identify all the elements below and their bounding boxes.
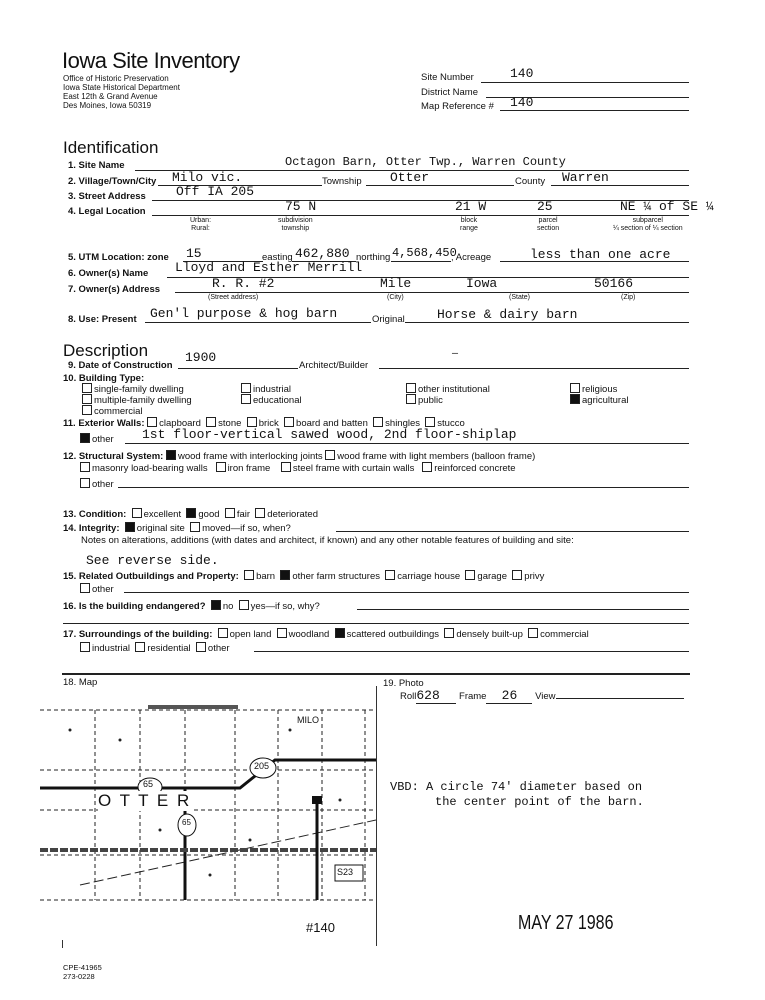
option-label: other farm structures [292, 571, 380, 582]
sub-label: Rural: [191, 225, 210, 232]
walls-label: 11. Exterior Walls: [63, 418, 145, 429]
sub-label: parcel [538, 217, 558, 224]
sub-label: ¼ section of ¼ section [613, 225, 683, 232]
owner-address-label: 7. Owner(s) Address [68, 284, 161, 295]
bt-option-checked[interactable] [570, 394, 628, 406]
county-value[interactable]: Warren [562, 170, 609, 185]
acreage-label: ; Acreage [451, 252, 492, 263]
road-s23-label: S23 [337, 867, 354, 877]
address-state-value[interactable]: Iowa [466, 276, 498, 291]
option-label: other [92, 584, 114, 595]
checkbox[interactable] [196, 642, 206, 652]
view-value[interactable] [556, 698, 684, 699]
checkbox[interactable] [465, 570, 475, 580]
address-city-value[interactable]: Mile [380, 276, 412, 291]
option-label: yes—if so, why? [250, 601, 320, 612]
checkbox[interactable] [281, 462, 291, 472]
vbd-line-1: VBD: A circle 74' diameter based on [390, 780, 643, 794]
description-heading: Description [63, 341, 149, 360]
form-code: CPE-41965 [63, 963, 102, 972]
district-name-label: District Name [421, 87, 479, 98]
town-label: MILO [297, 715, 320, 725]
checkbox[interactable] [216, 462, 226, 472]
date-label: 9. Date of Construction [68, 360, 173, 371]
address-zip-value[interactable]: 50166 [594, 276, 634, 291]
easting-label: easting [262, 252, 293, 263]
option-label: wood frame with light members (balloon frame) [337, 451, 536, 462]
highway-205-label: 205 [254, 761, 270, 771]
option-label: wood frame with interlocking joints [177, 451, 323, 462]
condition-label: 13. Condition: [63, 509, 127, 520]
checkbox-checked[interactable] [125, 522, 135, 532]
date-value[interactable]: 1900 [185, 350, 217, 365]
checkbox[interactable] [528, 628, 538, 638]
option-label: iron frame [227, 463, 271, 474]
address-street-value[interactable]: R. R. #2 [212, 276, 275, 291]
checkbox[interactable] [206, 417, 216, 427]
bt-option[interactable] [82, 405, 143, 417]
option-label: industrial [253, 384, 292, 395]
option-label: industrial [92, 643, 131, 654]
checkbox[interactable] [241, 383, 251, 393]
checkbox[interactable] [82, 394, 92, 404]
checkbox[interactable] [406, 394, 416, 404]
form-title: Iowa Site Inventory [62, 48, 240, 73]
option-label: privy [524, 571, 545, 582]
township-map-label: O T T E R [98, 791, 192, 810]
checkbox[interactable] [82, 405, 92, 415]
integrity-label: 14. Integrity: [63, 523, 120, 534]
site-location-map [40, 700, 376, 920]
endangered-row [63, 600, 320, 612]
option-label: other [207, 643, 230, 654]
outbuildings-row [63, 570, 544, 582]
option-label: other [92, 434, 114, 445]
option-label: scattered outbuildings [346, 629, 440, 640]
legal-subparcel-value[interactable]: NE ¼ of SE ¼ [620, 199, 714, 214]
checkbox-checked[interactable] [211, 600, 221, 610]
office-line: Iowa State Historical Department [63, 83, 180, 92]
map-reference-label: Map Reference # [421, 101, 494, 112]
checkbox[interactable] [425, 417, 435, 427]
surroundings-row-2 [80, 642, 230, 654]
map-label: 18. Map [63, 677, 98, 688]
photo-label: 19. Photo [383, 678, 424, 689]
northing-value[interactable]: 4,568,450 [392, 246, 457, 260]
outbuildings-label: 15. Related Outbuildings and Property: [63, 571, 239, 582]
site-name-label: 1. Site Name [68, 160, 125, 171]
option-label: good [198, 509, 220, 520]
checkbox[interactable] [512, 570, 522, 580]
checkbox[interactable] [255, 508, 265, 518]
checkbox[interactable] [277, 628, 287, 638]
checkbox[interactable] [218, 628, 228, 638]
option-label: masonry load-bearing walls [92, 463, 208, 474]
architect-label: Architect/Builder [299, 360, 369, 371]
legal-township-value[interactable]: 75 N [285, 199, 317, 214]
checkbox[interactable] [190, 522, 200, 532]
legal-location-label: 4. Legal Location [68, 206, 146, 217]
sub-label: township [281, 225, 310, 232]
utm-label: 5. UTM Location: zone [68, 252, 169, 263]
identification-heading: Identification [63, 138, 159, 157]
checkbox[interactable] [284, 417, 294, 427]
option-label: commercial [94, 406, 143, 417]
date-received-stamp: MAY 27 1986 [518, 912, 614, 934]
option-label: board and batten [296, 418, 368, 429]
vbd-line-2: the center point of the barn. [435, 795, 644, 809]
owner-name-value[interactable]: Lloyd and Esther Merrill [175, 260, 363, 275]
option-label: excellent [143, 509, 182, 520]
checkbox-checked[interactable] [80, 433, 90, 443]
option-label: barn [256, 571, 276, 582]
structural-row [63, 450, 535, 462]
village-value[interactable]: Milo vic. [172, 170, 243, 185]
legal-range-value[interactable]: 21 W [455, 199, 487, 214]
notes-value[interactable]: See reverse side. [86, 553, 219, 568]
option-label: shingles [385, 418, 421, 429]
checkbox[interactable] [80, 478, 90, 488]
township-value[interactable]: Otter [390, 170, 430, 185]
legal-section-value[interactable]: 25 [537, 199, 553, 214]
option-label: reinforced concrete [434, 463, 516, 474]
checkbox[interactable] [132, 508, 142, 518]
northing-label: northing [356, 252, 391, 263]
owner-name-label: 6. Owner(s) Name [68, 268, 149, 279]
option-label: deteriorated [267, 509, 318, 520]
struct-label: 12. Structural System: [63, 451, 164, 462]
option-label: original site [136, 523, 185, 534]
checkbox[interactable] [325, 450, 335, 460]
checkbox[interactable] [80, 583, 90, 593]
option-label: other [92, 479, 114, 490]
sub-label: Urban: [190, 217, 212, 224]
checkbox[interactable] [239, 600, 249, 610]
form-footer [63, 963, 102, 981]
easting-value[interactable]: 462,880 [295, 246, 350, 261]
street-value[interactable]: Off IA 205 [176, 184, 255, 199]
checkbox[interactable] [147, 417, 157, 427]
architect-value[interactable]: — [452, 349, 459, 360]
sub-label: (Zip) [621, 294, 636, 301]
use-original-label: Original [372, 314, 405, 325]
condition-row [63, 508, 318, 520]
option-label: agricultural [582, 395, 629, 406]
option-label: densely built-up [456, 629, 523, 640]
use-present-label: 8. Use: Present [68, 314, 137, 325]
office-line: East 12th & Grand Avenue [63, 92, 158, 101]
site-number-label: Site Number [421, 72, 474, 83]
option-label: carriage house [397, 571, 461, 582]
checkbox[interactable] [570, 383, 580, 393]
option-label: educational [253, 395, 302, 406]
option-label: multiple-family dwelling [94, 395, 192, 406]
option-label: commercial [540, 629, 589, 640]
option-label: residential [147, 643, 191, 654]
highway-65-label: 65 [143, 779, 154, 789]
sub-label: range [460, 225, 478, 232]
frame-value[interactable]: 26 [486, 688, 532, 704]
bt-option[interactable] [241, 394, 302, 406]
checkbox[interactable] [422, 462, 432, 472]
checkbox[interactable] [385, 570, 395, 580]
checkbox[interactable] [80, 462, 90, 472]
checkbox-checked[interactable] [166, 450, 176, 460]
zone-value[interactable]: 15 [186, 246, 202, 261]
checkbox[interactable] [225, 508, 235, 518]
checkbox[interactable] [444, 628, 454, 638]
option-label: religious [582, 384, 618, 395]
street-label: 3. Street Address [68, 191, 146, 202]
township-label: Township [322, 176, 362, 187]
sub-label: subdivision [278, 217, 313, 224]
option-label: steel frame with curtain walls [292, 463, 415, 474]
checkbox-checked[interactable] [280, 570, 290, 580]
checkbox[interactable] [82, 383, 92, 393]
checkbox[interactable] [247, 417, 257, 427]
site-name-value[interactable]: Octagon Barn, Otter Twp., Warren County [285, 155, 566, 169]
option-label: single-family dwelling [94, 384, 184, 395]
sub-label: section [537, 225, 560, 232]
option-label: stucco [437, 418, 465, 429]
surroundings-row [63, 628, 589, 640]
roll-value[interactable]: 628 [416, 688, 456, 704]
office-address [63, 74, 180, 110]
checkbox[interactable] [373, 417, 383, 427]
roll-label: Roll [400, 691, 417, 702]
sub-label: (City) [387, 294, 404, 301]
option-label: woodland [288, 629, 330, 640]
village-label: 2. Village/Town/City [68, 176, 157, 187]
form-code: 273-0228 [63, 972, 95, 981]
surroundings-label: 17. Surroundings of the building: [63, 629, 213, 640]
checkbox[interactable] [244, 570, 254, 580]
building-type-label: 10. Building Type: [63, 373, 145, 384]
checkbox[interactable] [241, 394, 251, 404]
option-label: open land [229, 629, 272, 640]
checkbox[interactable] [135, 642, 145, 652]
integrity-row [63, 522, 291, 534]
option-label: brick [258, 418, 279, 429]
option-label: other institutional [418, 384, 490, 395]
highway-65-south-label: 65 [182, 818, 191, 827]
option-label: stone [218, 418, 242, 429]
use-original-value[interactable]: Horse & dairy barn [437, 307, 578, 322]
checkbox-checked[interactable] [335, 628, 345, 638]
frame-label: Frame [459, 691, 487, 702]
option-label: garage [477, 571, 508, 582]
sub-label: (State) [509, 294, 531, 301]
sub-label: block [460, 217, 478, 224]
sub-label: subparcel [632, 217, 663, 224]
checkbox[interactable] [80, 642, 90, 652]
option-label: fair [236, 509, 251, 520]
sub-label: (Street address) [208, 294, 259, 301]
photo-roll-row [400, 688, 684, 704]
site-number-value[interactable]: 140 [510, 66, 534, 81]
walls-other-value[interactable]: 1st floor-vertical sawed wood, 2nd floor-shiplap [142, 427, 517, 442]
acreage-value[interactable]: less than one acre [530, 247, 671, 262]
office-line: Office of Historic Preservation [63, 74, 169, 83]
view-label: View [535, 691, 556, 702]
use-present-value[interactable]: Gen'l purpose & hog barn [150, 306, 338, 321]
option-label: no [222, 601, 234, 612]
office-line: Des Moines, Iowa 50319 [63, 101, 152, 110]
checkbox[interactable] [406, 383, 416, 393]
bt-option[interactable] [406, 394, 443, 406]
site-marker-label: #140 [306, 920, 335, 935]
option-label: clapboard [159, 418, 201, 429]
endangered-label: 16. Is the building endangered? [63, 601, 206, 612]
option-label: public [418, 395, 443, 406]
checkbox-checked[interactable] [186, 508, 196, 518]
notes-label: Notes on alterations, additions (with dates and architect, if known) and any other notable features of building and site: [81, 535, 574, 546]
map-reference-value[interactable]: 140 [510, 95, 534, 110]
county-label: County [515, 176, 546, 187]
structural-row-2 [80, 462, 516, 474]
checkbox-checked[interactable] [570, 394, 580, 404]
option-label: moved—if so, when? [202, 523, 291, 534]
site-marker-icon [312, 796, 322, 804]
